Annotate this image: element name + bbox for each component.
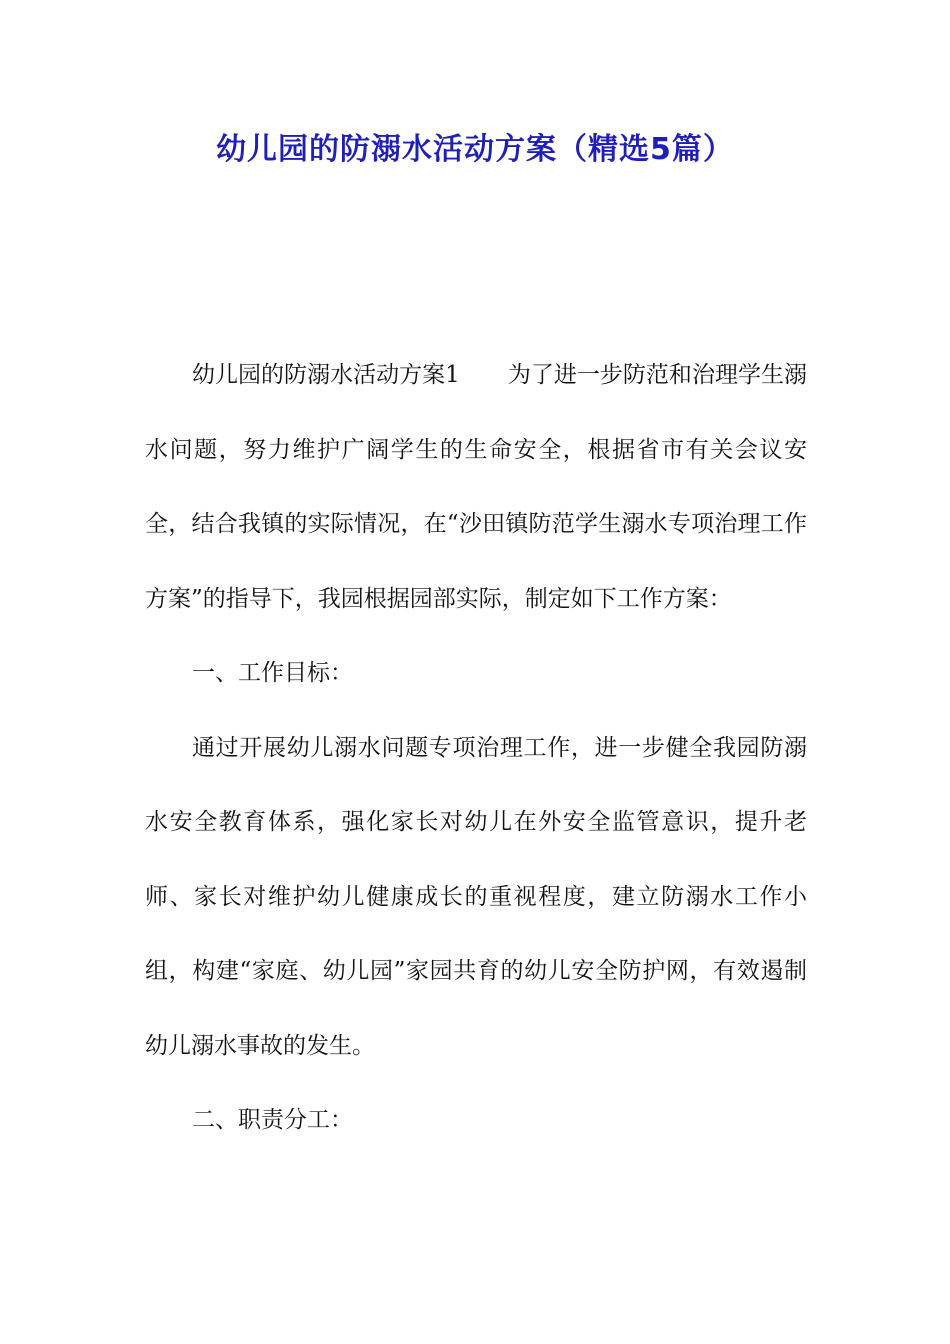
document-title: 幼儿园的防溺水活动方案（精选5篇） (216, 132, 734, 167)
paragraph-duties-heading: 二、职责分工： (192, 1107, 353, 1133)
paragraph-goal-heading: 一、工作目标： (192, 660, 353, 686)
paragraph-intro (145, 338, 807, 636)
paragraph-goal-text: 通过开展幼儿溺水问题专项治理工作，进一步健全我园防溺水安全教育体系，强化家长对幼儿在外安全监管意识，提升老师、家长对维护幼儿健康成长的重视程度，建立防溺水工作小组，构建“家庭、幼儿园”家园共育的幼儿安全防护网，有效遏制幼儿溺水事故的发生。 (145, 734, 807, 1059)
document-body (145, 338, 807, 1158)
section-heading: 幼儿园的防溺水活动方案1 (192, 362, 460, 388)
paragraph-text: 为了进一步防范和治理学生溺水问题，努力维护广阔学生的生命安全，根据省市有关会议安全，结合我镇的实际情况，在“沙田镇防范学生溺水专项治理工作方案”的指导下，我园根据园部实际，制定如下工作方案： (145, 362, 808, 612)
